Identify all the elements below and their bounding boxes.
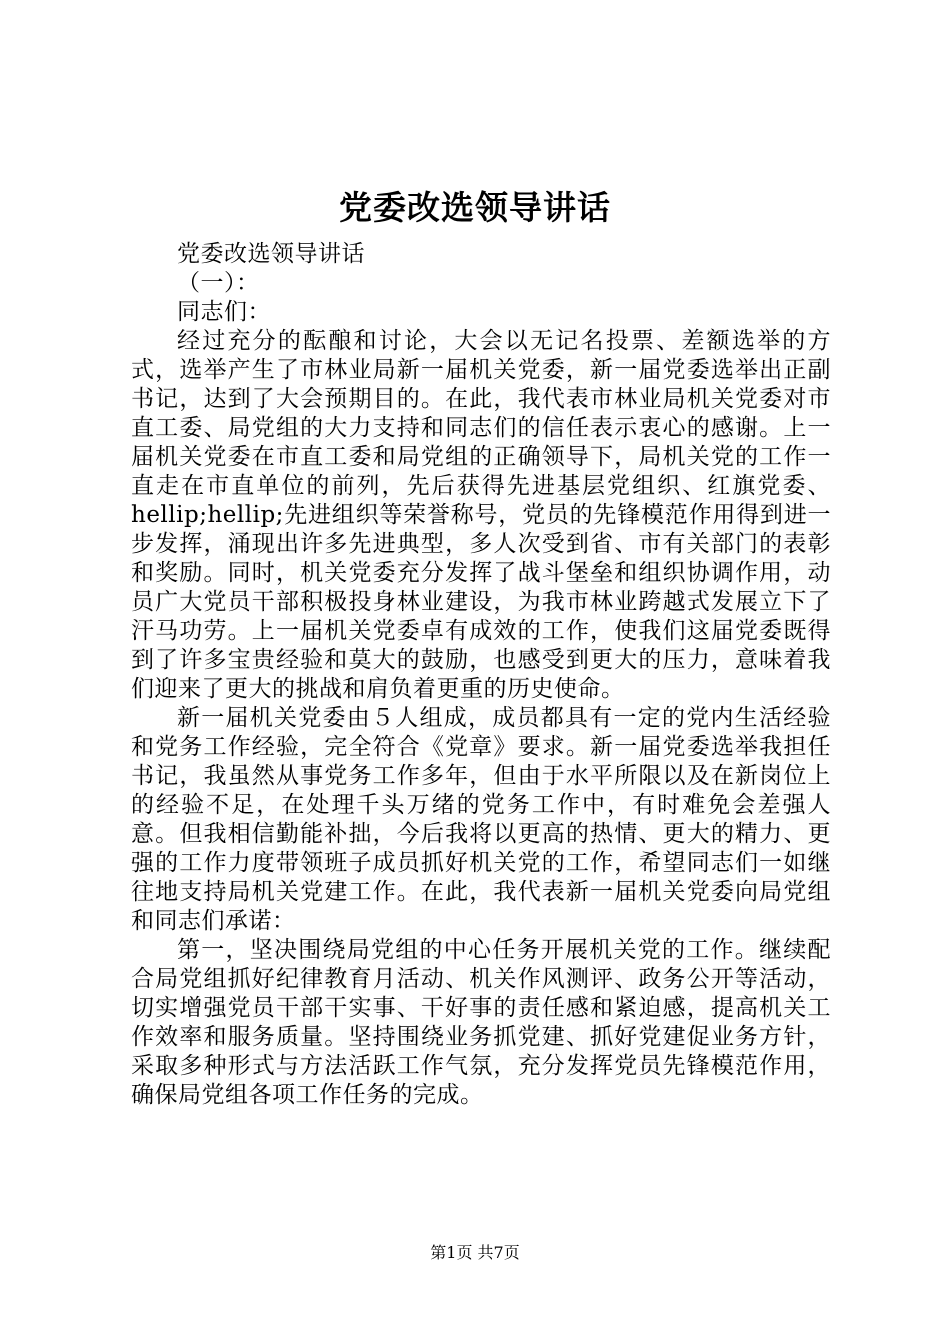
- body-paragraph: 党委改选领导讲话: [177, 241, 365, 267]
- body-paragraph: （一）：: [177, 270, 260, 296]
- salutation: 同志们：: [177, 299, 271, 325]
- body-paragraph: 新一届机关党委由５人组成，成员都具有一定的党内生活经验和党务工作经验，完全符合《党章》要求。新一届党委选举我担任书记，我虽然从事党务工作多年，但由于水平所限以及在新岗位上的经验不足，在处理千头万绪的党务工作中，有时难免会差强人意。但我相信勤能补拙，今后我将以更高的热情、更大的精力、更强的工作力度带领班子成员抓好机关党的工作，希望同志们一如继往地支持局机关党建工作。在此，我代表新一届机关党委向局党组和同志们承诺：: [131, 705, 831, 934]
- document-body: [131, 240, 831, 1110]
- body-paragraph: 第一，坚决围绕局党组的中心任务开展机关党的工作。继续配合局党组抓好纪律教育月活动、机关作风测评、政务公开等活动，切实增强党员干部干实事、干好事的责任感和紧迫感，提高机关工作效率和服务质量。坚持围绕业务抓党建、抓好党建促业务方针，采取多种形式与方法活跃工作气氛，充分发挥党员先锋模范作用，确保局党组各项工作任务的完成。: [131, 937, 831, 1108]
- page-number-footer: 第1页 共7页: [430, 1243, 520, 1262]
- document-title: 党委改选领导讲话: [339, 188, 611, 227]
- body-paragraph: 经过充分的酝酿和讨论，大会以无记名投票、差额选举的方式，选举产生了市林业局新一届机关党委，新一届党委选举出正副书记，达到了大会预期目的。在此，我代表市林业局机关党委对市直工委、局党组的大力支持和同志们的信任表示衷心的感谢。上一届机关党委在市直工委和局党组的正确领导下，局机关党的工作一直走在市直单位的前列，先后获得先进基层党组织、红旗党委、hellip;hellip;先进组织等荣誉称号，党员的先锋模范作用得到进一步发挥，涌现出许多先进典型，多人次受到省、市有关部门的表彰和奖励。同时，机关党委充分发挥了战斗堡垒和组织协调作用，动员广大党员干部积极投身林业建设，为我市林业跨越式发展立下了汗马功劳。上一届机关党委卓有成效的工作，使我们这届党委既得到了许多宝贵经验和莫大的鼓励，也感受到更大的压力，意味着我们迎来了更大的挑战和肩负着更重的历史使命。: [131, 328, 831, 702]
